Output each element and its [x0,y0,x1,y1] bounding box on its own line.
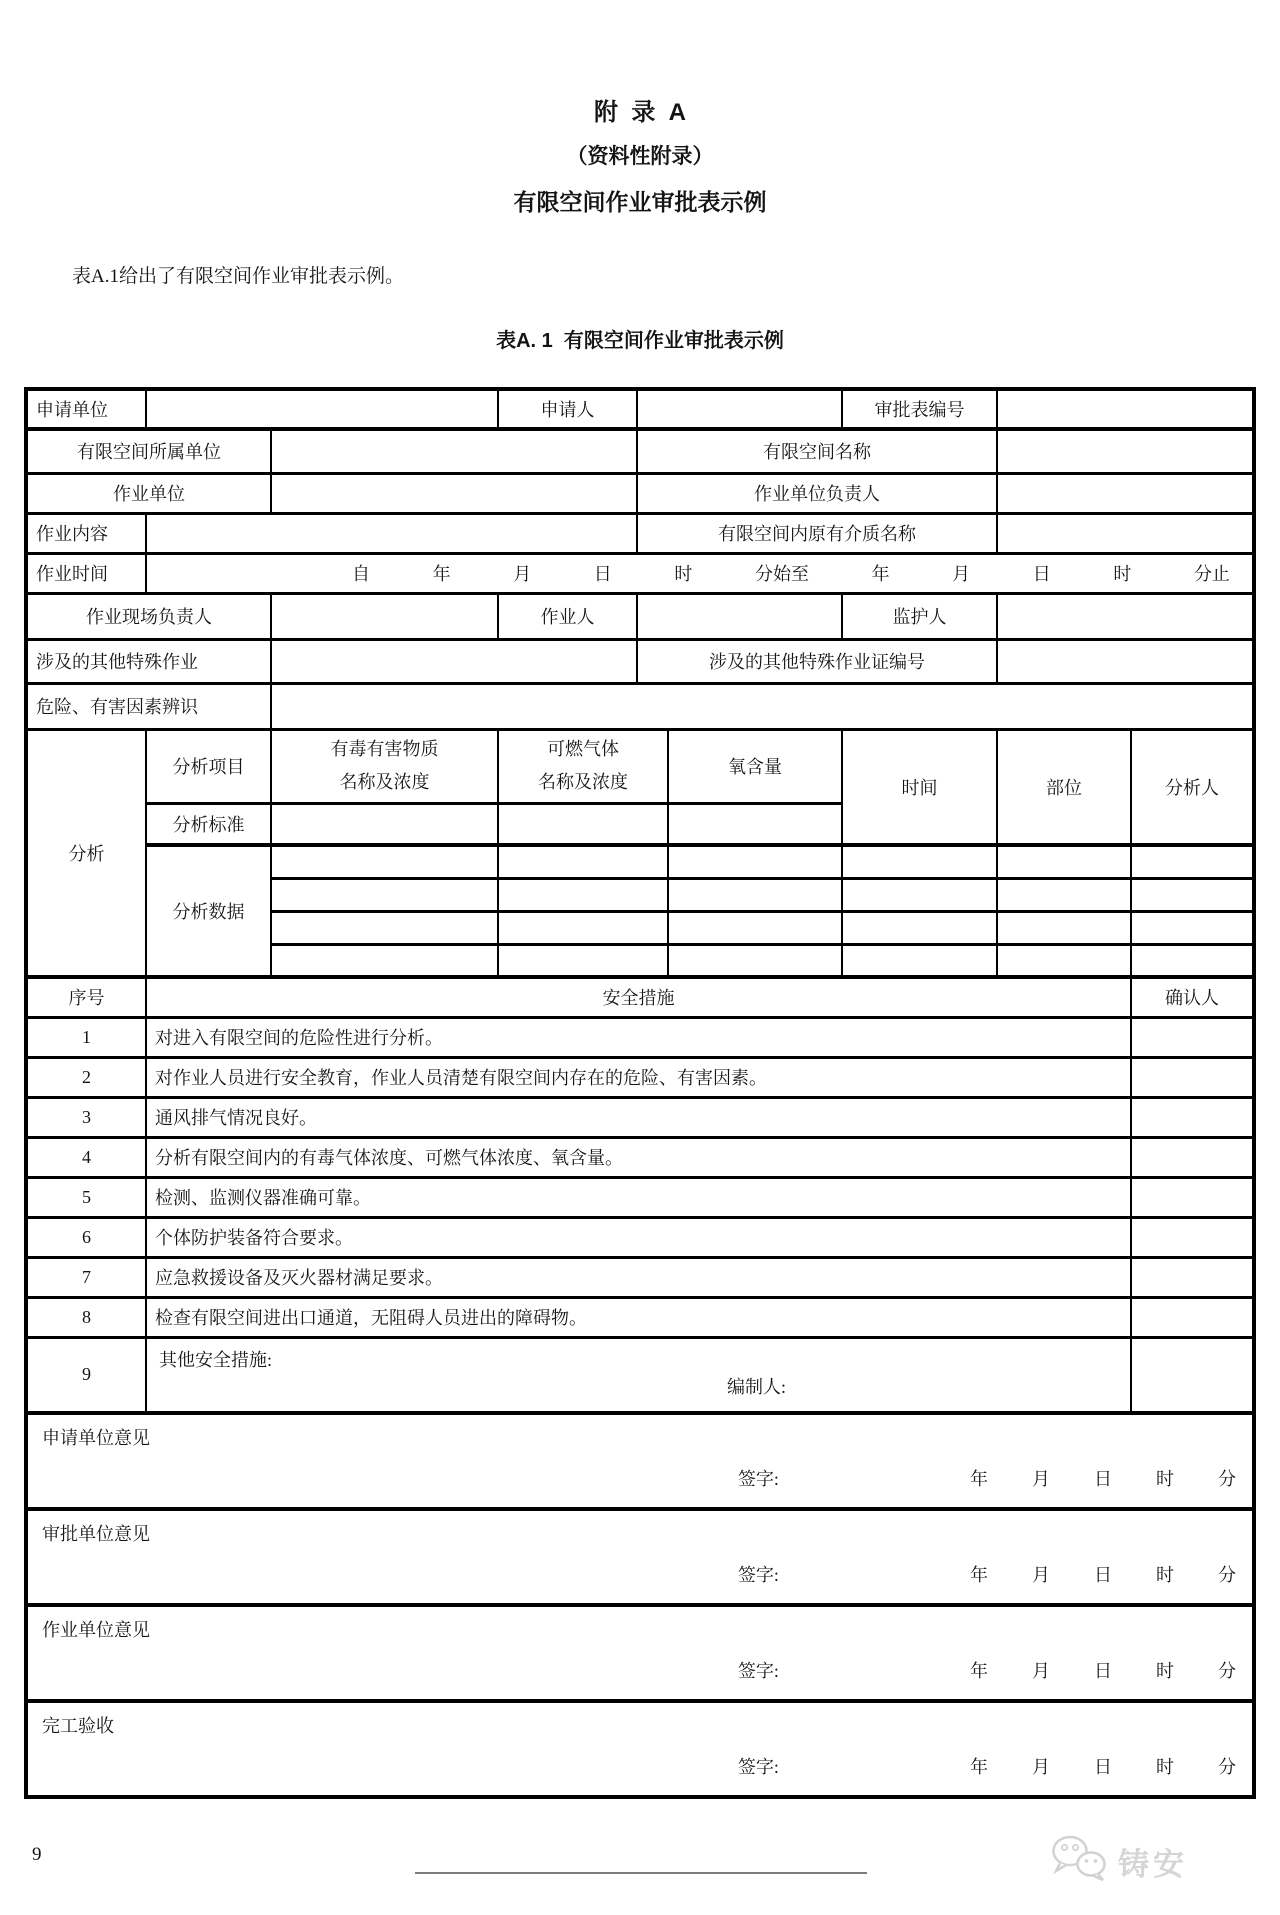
empty-cell [668,911,842,944]
original-medium-label: 有限空间内原有介质名称 [637,513,997,553]
intro-paragraph: 表A.1给出了有限空间作业审批表示例。 [72,266,404,287]
approval-no-value [997,389,1254,429]
applicant-label: 申请人 [498,389,637,429]
date-token: 分 [1218,1565,1236,1585]
other-special-work-no-value [997,639,1254,683]
confirm-cell [1131,1257,1254,1297]
compiler-label: 编制人: [726,1377,786,1397]
space-name-value [997,429,1254,473]
flammable-line1: 可燃气体 [547,739,619,759]
date-token: 年 [970,1565,988,1585]
empty-cell [498,911,668,944]
worker-label: 作业人 [498,593,637,639]
empty-cell [1131,911,1254,944]
confirm-cell [1131,1097,1254,1137]
time-token: 年 [871,564,890,584]
brand-name: 铸安 [1118,1847,1188,1882]
date-token: 时 [1156,1469,1174,1489]
work-unit-label: 作业单位 [26,473,271,513]
time-token: 年 [432,564,451,584]
flammable-line2: 名称及浓度 [538,772,628,792]
opinion-cell [26,1605,1254,1701]
empty-cell [1131,944,1254,977]
safety-row [26,1057,1254,1097]
time-token: 时 [1113,564,1132,584]
row-completion-acceptance [26,1701,1254,1797]
toxic-line2: 名称及浓度 [339,772,430,792]
safety-row-text: 分析有限空间内的有毒气体浓度、可燃气体浓度、氧含量。 [146,1137,1131,1177]
safety-row [26,1097,1254,1137]
space-owner-unit-value [271,429,637,473]
safety-row-text: 检测、监测仪器准确可靠。 [146,1177,1131,1217]
other-measures-cell [146,1337,1131,1413]
space-name-label: 有限空间名称 [637,429,997,473]
confirm-cell [1131,1057,1254,1097]
empty-cell [842,911,997,944]
safety-row [26,1257,1254,1297]
date-token: 时 [1156,1661,1174,1681]
brand-watermark [1048,1834,1188,1889]
sign-date [970,1561,1236,1587]
work-unit-value [271,473,637,513]
sign-label: 签字: [737,1757,779,1777]
date-token: 分 [1218,1469,1236,1489]
date-token: 月 [1032,1469,1050,1489]
hazard-identify-value [271,683,1254,729]
safety-row-text: 检查有限空间进出口通道，无阻碍人员进出的障碍物。 [146,1297,1131,1337]
time-token: 自 [352,564,370,584]
time-token: 分始至 [754,564,809,584]
safety-row-text: 对进入有限空间的危险性进行分析。 [146,1017,1131,1057]
other-special-work-value [271,639,637,683]
applicant-value [637,389,842,429]
analysis-col-oxygen: 氧含量 [668,729,842,803]
sign-date [970,1753,1236,1779]
date-token: 时 [1156,1565,1174,1585]
time-token: 月 [513,564,532,584]
other-measures-text: 其他安全措施: [159,1349,273,1370]
footer-rule [415,1872,867,1874]
sign-label: 签字: [737,1565,779,1585]
safety-no-header: 序号 [26,977,146,1017]
confirm-cell [1131,1297,1254,1337]
empty-cell [668,878,842,911]
safety-row-text: 个体防护装备符合要求。 [146,1217,1131,1257]
site-head-value [271,593,498,639]
applicant-unit-value [146,389,498,429]
space-owner-unit-label: 有限空间所属单位 [26,429,271,473]
time-token: 日 [593,564,612,584]
empty-cell [997,944,1131,977]
empty-cell [842,944,997,977]
confirm-cell [1131,1337,1254,1413]
other-special-work-label: 涉及的其他特殊作业 [26,639,271,683]
guardian-value [997,593,1254,639]
safety-row-no: 8 [26,1297,146,1337]
analysis-col-toxic [271,729,498,803]
empty-cell [498,803,668,845]
row-other-special-work [26,639,1254,683]
empty-cell [498,878,668,911]
time-token: 月 [952,564,971,584]
safety-confirm-header: 确认人 [1131,977,1254,1017]
appendix-title: 附 录 A [593,99,686,126]
original-medium-value [997,513,1254,553]
row-opinion-approval [26,1509,1254,1605]
guardian-label: 监护人 [842,593,997,639]
safety-row [26,1217,1254,1257]
safety-row [26,1017,1254,1057]
sign-date [970,1465,1236,1491]
confirm-cell [1131,1017,1254,1057]
row-work-content [26,513,1254,553]
safety-row-no: 6 [26,1217,146,1257]
other-special-work-no-label: 涉及的其他特殊作业证编号 [637,639,997,683]
safety-row [26,1177,1254,1217]
analysis-data-label: 分析数据 [146,845,271,977]
confirm-cell [1131,1137,1254,1177]
appendix-subtitle: （资料性附录） [566,145,714,168]
date-token: 月 [1032,1565,1050,1585]
date-token: 日 [1094,1661,1112,1681]
row-site-head [26,593,1254,639]
row-analysis-data [26,845,1254,878]
wechat-logo-icon [1048,1834,1110,1889]
date-token: 月 [1032,1661,1050,1681]
date-token: 年 [970,1469,988,1489]
row-applicant [26,389,1254,429]
time-token: 日 [1032,564,1051,584]
analysis-label: 分析 [26,729,146,977]
row-space-owner [26,429,1254,473]
opinion-label: 申请单位意见 [42,1428,150,1448]
work-time-line [146,553,1254,593]
toxic-line1: 有毒有害物质 [330,739,439,759]
date-token: 日 [1094,1469,1112,1489]
empty-cell [271,911,498,944]
time-token: 时 [674,564,693,584]
row-opinion-applicant [26,1413,1254,1509]
row-opinion-workunit [26,1605,1254,1701]
safety-row-text: 通风排气情况良好。 [146,1097,1131,1137]
row-work-time [26,553,1254,593]
table-caption: 表A. 1 有限空间作业审批表示例 [496,330,784,352]
safety-row-no: 9 [26,1337,146,1413]
approval-no-label: 审批表编号 [842,389,997,429]
opinion-label: 审批单位意见 [42,1524,150,1544]
empty-cell [271,803,498,845]
opinion-cell [26,1509,1254,1605]
empty-cell [668,803,842,845]
sign-label: 签字: [737,1469,779,1489]
safety-row-text: 对作业人员进行安全教育，作业人员清楚有限空间内存在的危险、有害因素。 [146,1057,1131,1097]
safety-row [26,1137,1254,1177]
empty-cell [997,845,1131,878]
analysis-standard-label: 分析标准 [146,803,271,845]
confirm-cell [1131,1217,1254,1257]
safety-row-no: 7 [26,1257,146,1297]
empty-cell [668,944,842,977]
date-token: 日 [1094,1565,1112,1585]
row-safety-header [26,977,1254,1017]
analysis-item-label: 分析项目 [146,729,271,803]
empty-cell [1131,845,1254,878]
opinion-label: 作业单位意见 [42,1620,150,1640]
appendix-heading: 有限空间作业审批表示例 [513,189,767,215]
empty-cell [1131,878,1254,911]
site-head-label: 作业现场负责人 [26,593,271,639]
worker-value [637,593,842,639]
empty-cell [498,944,668,977]
row-analysis-header [26,729,1254,803]
analysis-col-flammable [498,729,668,803]
approval-form-table [24,387,1256,1799]
date-token: 日 [1094,1757,1112,1777]
safety-row-no: 1 [26,1017,146,1057]
analysis-col-part: 部位 [997,729,1131,845]
date-token: 年 [970,1757,988,1777]
sign-date [970,1657,1236,1683]
page-number: 9 [32,1844,42,1865]
analysis-col-time: 时间 [842,729,997,845]
safety-row-text: 应急救援设备及灭火器材满足要求。 [146,1257,1131,1297]
safety-row-no: 3 [26,1097,146,1137]
empty-cell [668,845,842,878]
applicant-unit-label: 申请单位 [26,389,146,429]
date-token: 分 [1218,1757,1236,1777]
safety-row-no: 4 [26,1137,146,1177]
title-block [0,0,1280,217]
date-token: 年 [970,1661,988,1681]
row-hazard-identify [26,683,1254,729]
empty-cell [997,911,1131,944]
opinion-cell [26,1413,1254,1509]
safety-row [26,1297,1254,1337]
row-other-measures [26,1337,1254,1413]
empty-cell [271,944,498,977]
opinion-cell [26,1701,1254,1797]
confirm-cell [1131,1177,1254,1217]
date-token: 时 [1156,1757,1174,1777]
work-time-label: 作业时间 [26,553,146,593]
sign-label: 签字: [737,1661,779,1681]
hazard-identify-label: 危险、有害因素辨识 [26,683,271,729]
safety-row-no: 5 [26,1177,146,1217]
empty-cell [271,878,498,911]
safety-row-no: 2 [26,1057,146,1097]
empty-cell [842,845,997,878]
work-unit-head-label: 作业单位负责人 [637,473,997,513]
work-content-value [146,513,637,553]
empty-cell [271,845,498,878]
empty-cell [997,878,1131,911]
work-content-label: 作业内容 [26,513,146,553]
row-work-unit [26,473,1254,513]
work-unit-head-value [997,473,1254,513]
date-token: 分 [1218,1661,1236,1681]
analysis-col-analyst: 分析人 [1131,729,1254,845]
safety-measures-header: 安全措施 [146,977,1131,1017]
time-token: 分止 [1193,564,1230,584]
empty-cell [498,845,668,878]
date-token: 月 [1032,1757,1050,1777]
empty-cell [842,878,997,911]
opinion-label: 完工验收 [42,1716,114,1736]
